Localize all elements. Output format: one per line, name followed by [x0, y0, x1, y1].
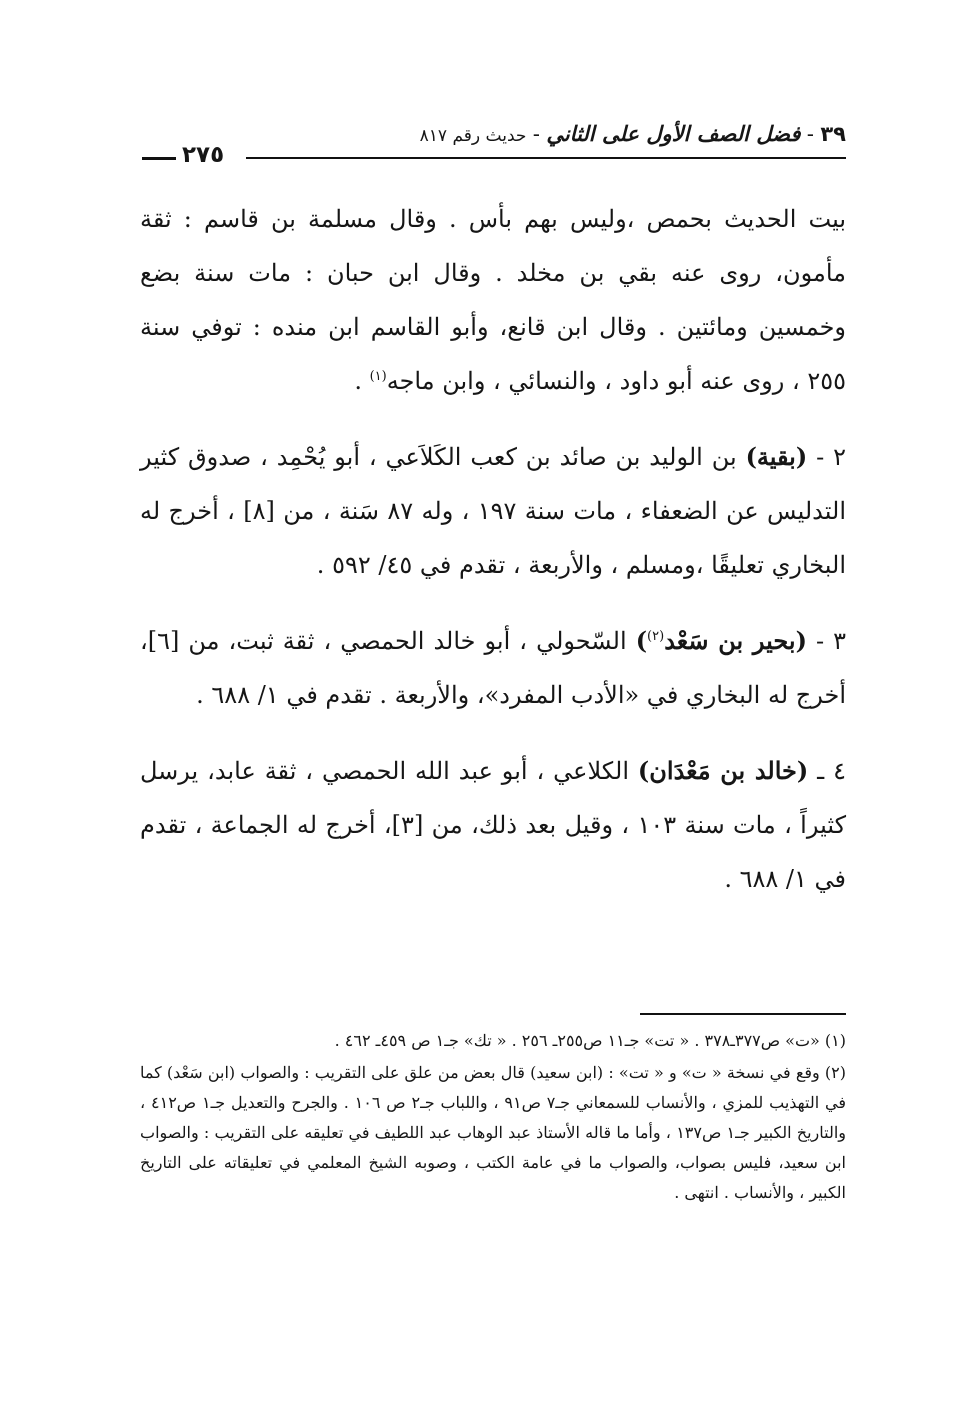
footnote-1: (١) «ت» ص٣٧٧ـ٣٧٨ . « تت» جـ١١ ص٢٥٥ـ ٢٥٦ . « تك» جـ١ ص ٤٥٩ـ ٤٦٢ .: [334, 1031, 846, 1050]
header-rule: [246, 157, 846, 159]
hadith-reference: حديث رقم ٨١٧: [419, 126, 527, 146]
paragraph-4-number: ٤ ـ: [808, 757, 846, 785]
paragraph-2-number: ٢ -: [807, 443, 846, 471]
paragraph-1: [140, 192, 846, 408]
paragraph-3-number: ٣ -: [806, 627, 846, 655]
paragraph-2-text: بن الوليد بن صائد بن كعب الكَلاَعي ، أبو يُحْمِد ، صدوق كثير التدليس عن الضعفاء ، مات سنة ١٩٧ ، وله ٨٧ سَنة ، من [٨] ، أخرج له البخاري تعليقًا ،ومسلم ، والأربعة ، تقدم في ٤٥/ ٥٩٢ .: [140, 443, 846, 579]
paragraph-1-end: .: [354, 367, 370, 395]
page-number-dash: [142, 157, 176, 160]
running-header: [140, 122, 846, 182]
chapter-title: فضل الصف الأول على الثاني: [546, 122, 801, 146]
narrator-name-close: ): [635, 626, 648, 655]
page-number: ٢٧٥: [182, 142, 225, 168]
header-title: ٣٩ - فضل الصف الأول على الثاني - حديث رقم ٨١٧: [419, 122, 846, 146]
footnote-2: (٢) وقع في نسخة « ت» و « تت» : (ابن سعيد) قال بعض من علق على التقريب : والصواب (ابن سَعْد) كما في التهذيب للمزي ، والأنساب للسمعاني جـ٧ ص٩١ ، واللباب جـ٢ ص ١٠٦ . والجرح والتعديل جـ١ ص٤١٢ ، والتاريخ الكبير جـ١ ص١٣٧ ، وأما ما قاله الأستاذ عبد الوهاب عبد اللطيف في تعليقه على التقريب : والصواب ابن سعيد، فليس بصواب، والصواب ما في عامة الكتب ، وصوبه الشيخ المعلمي في تعليقاته على التاريخ الكبير ، والأنساب . انتهى .: [140, 1063, 847, 1202]
footnote-separator: [640, 1013, 846, 1015]
main-text: [140, 192, 846, 928]
paragraph-4: [140, 744, 846, 906]
footnote-ref-2: (٢): [647, 629, 665, 644]
narrator-name-buhayr: (بحير بن سَعْد: [664, 626, 807, 655]
footnote-ref-1: (١): [369, 369, 387, 384]
paragraph-3-text: السّحولي ، أبو خالد الحمصي ، ثقة ثبت، من [٦]، أخرج له البخاري في «الأدب المفرد»، والأربعة . تقدم في ١/ ٦٨٨ .: [140, 627, 846, 709]
narrator-name-baqiyya: (بقية): [745, 442, 808, 471]
chapter-number: ٣٩: [820, 122, 846, 146]
paragraph-1-text: بيت الحديث بحمص ،وليس بهم بأس . وقال مسلمة بن قاسم : ثقة مأمون، روى عنه بقي بن مخلد . وقال ابن حبان : مات سنة بضع وخمسين ومائتين . وقال ابن قانع، وأبو القاسم ابن منده : توفي سنة ٢٥٥ ، روى عنه أبو داود ، والنسائي ، وابن ماجه: [140, 205, 846, 395]
paragraph-2: [140, 430, 846, 592]
paragraph-3: [140, 614, 846, 722]
footnotes: [140, 1026, 846, 1210]
paragraph-4-text: الكلاعي ، أبو عبد الله الحمصي ، ثقة عابد، يرسل كثيراً ، مات سنة ١٠٣ ، وقيل بعد ذلك، من [٣]، أخرج له الجماعة ، تقدم في ١/ ٦٨٨ .: [140, 757, 847, 893]
narrator-name-khalid: (خالد بن مَعْدَان): [637, 756, 809, 785]
